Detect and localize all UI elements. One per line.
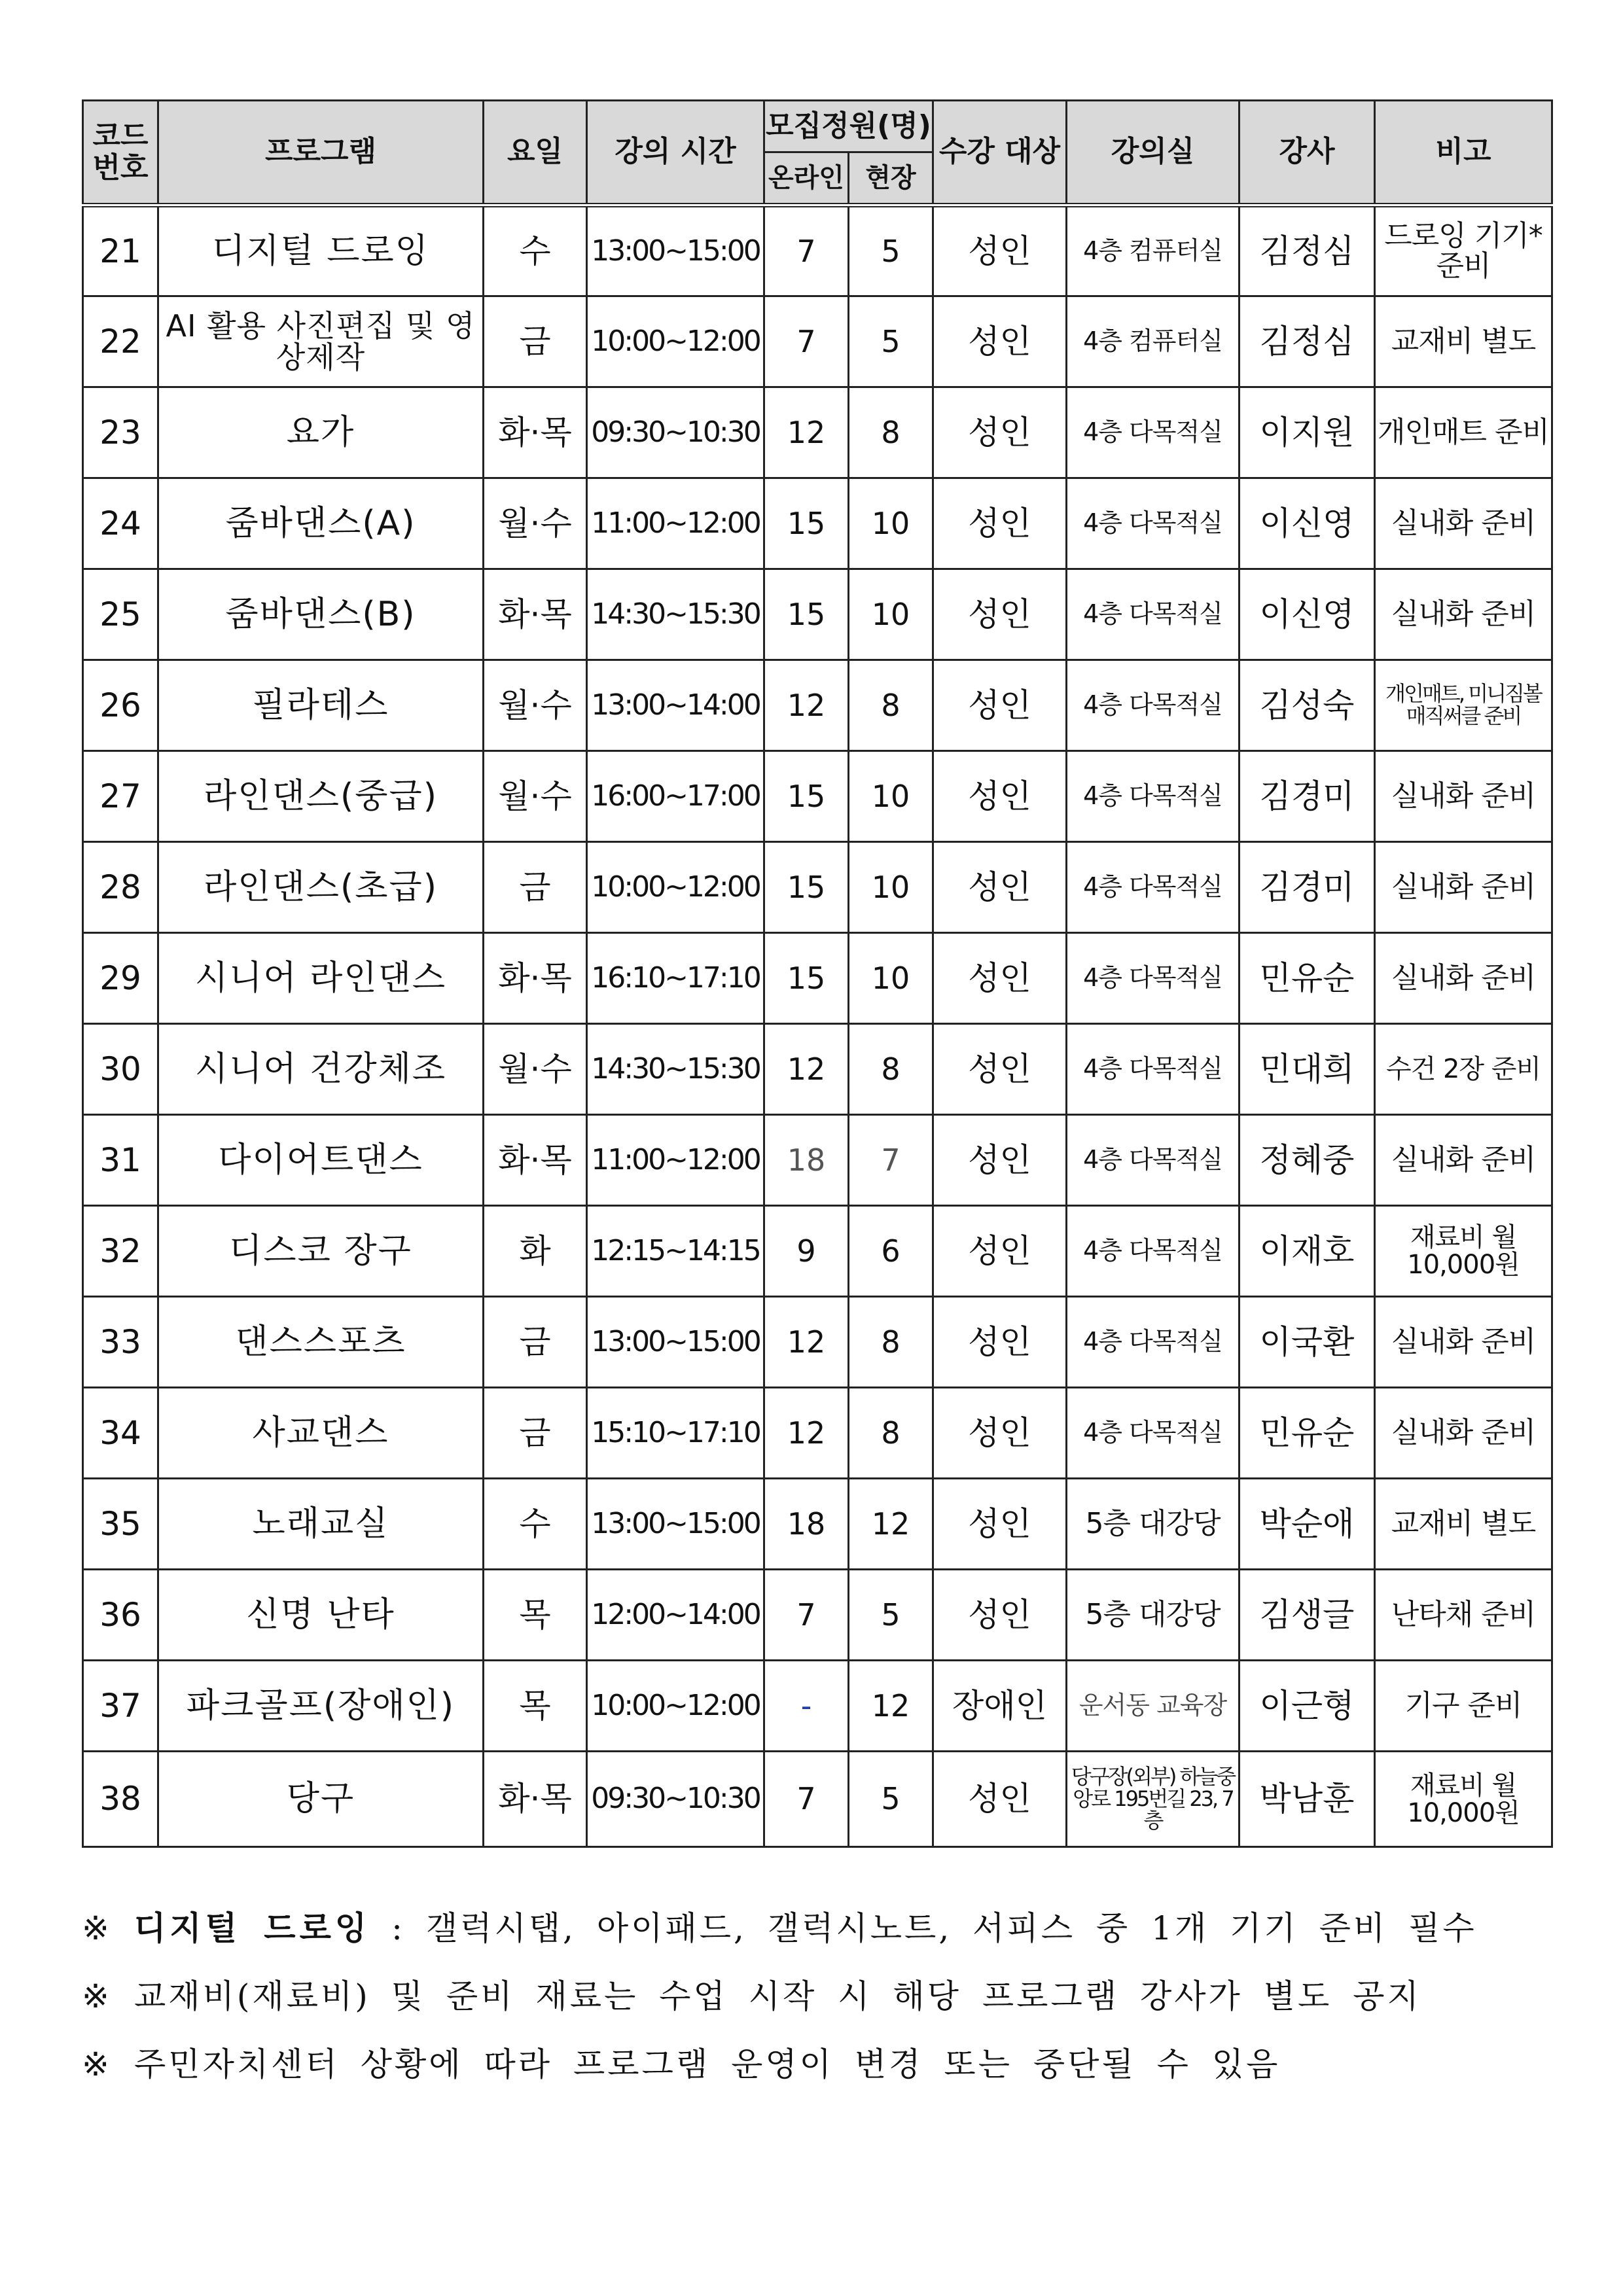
- table-row: [83, 1206, 1552, 1297]
- code-cell: 36: [83, 1570, 158, 1661]
- footnote-line: [82, 2030, 1551, 2098]
- instructor-cell: 민유순: [1240, 933, 1375, 1024]
- footnote-text: : 갤럭시탭, 아이패드, 갤럭시노트, 서피스 중 1개 기기 준비 필수: [370, 1909, 1477, 1947]
- target-cell: 성인: [933, 842, 1067, 933]
- program-cell: 줌바댄스(A): [158, 478, 484, 569]
- table-row: [83, 1752, 1552, 1847]
- header-instructor: 강사: [1240, 101, 1375, 205]
- header-target: 수강 대상: [933, 101, 1067, 205]
- instructor-cell: 김경미: [1240, 842, 1375, 933]
- room-cell: 4층 컴퓨터실: [1067, 296, 1240, 387]
- room-cell: 4층 다목적실: [1067, 1115, 1240, 1206]
- remarks-cell: 기구 준비: [1375, 1661, 1552, 1752]
- time-cell: 12:15~14:15: [587, 1206, 764, 1297]
- footnotes: [82, 1894, 1551, 2098]
- header-code: 코드 번호: [83, 101, 158, 205]
- instructor-cell: 김정심: [1240, 296, 1375, 387]
- target-cell: 성인: [933, 751, 1067, 842]
- day-cell: 화·목: [484, 387, 587, 478]
- remarks-cell: 실내화 준비: [1375, 751, 1552, 842]
- day-cell: 금: [484, 1388, 587, 1479]
- target-cell: 성인: [933, 1206, 1067, 1297]
- onsite-cell: 5: [849, 1570, 933, 1661]
- online-cell: 9: [764, 1206, 849, 1297]
- day-cell: 월·수: [484, 478, 587, 569]
- remarks-cell: 실내화 준비: [1375, 842, 1552, 933]
- header-capacity: 모집정원(명): [764, 101, 933, 152]
- code-cell: 34: [83, 1388, 158, 1479]
- program-cell: 시니어 라인댄스: [158, 933, 484, 1024]
- program-cell: 디스코 장구: [158, 1206, 484, 1297]
- table-row: [83, 1479, 1552, 1570]
- footnote-line: [82, 1962, 1551, 2030]
- day-cell: 목: [484, 1661, 587, 1752]
- remarks-cell: 재료비 월 10,000원: [1375, 1206, 1552, 1297]
- code-cell: 32: [83, 1206, 158, 1297]
- time-cell: 16:00~17:00: [587, 751, 764, 842]
- code-cell: 31: [83, 1115, 158, 1206]
- onsite-cell: 10: [849, 933, 933, 1024]
- time-cell: 13:00~14:00: [587, 660, 764, 751]
- instructor-cell: 정혜중: [1240, 1115, 1375, 1206]
- onsite-cell: 8: [849, 1024, 933, 1115]
- online-cell: 7: [764, 1752, 849, 1847]
- onsite-cell: 5: [849, 296, 933, 387]
- instructor-cell: 이지원: [1240, 387, 1375, 478]
- instructor-cell: 이재호: [1240, 1206, 1375, 1297]
- program-cell: 댄스스포츠: [158, 1297, 484, 1388]
- time-cell: 10:00~12:00: [587, 1661, 764, 1752]
- online-cell: 15: [764, 933, 849, 1024]
- footnote-text: 주민자치센터 상황에 따라 프로그램 운영이 변경 또는 중단될 수 있음: [134, 2045, 1281, 2083]
- time-cell: 13:00~15:00: [587, 205, 764, 296]
- online-cell: 7: [764, 1570, 849, 1661]
- time-cell: 12:00~14:00: [587, 1570, 764, 1661]
- onsite-cell: 10: [849, 751, 933, 842]
- code-cell: 21: [83, 205, 158, 296]
- day-cell: 금: [484, 1297, 587, 1388]
- program-cell: 라인댄스(중급): [158, 751, 484, 842]
- program-cell: 요가: [158, 387, 484, 478]
- table-row: [83, 478, 1552, 569]
- onsite-cell: 8: [849, 387, 933, 478]
- remarks-cell: 실내화 준비: [1375, 1115, 1552, 1206]
- day-cell: 월·수: [484, 1024, 587, 1115]
- remarks-cell: 난타채 준비: [1375, 1570, 1552, 1661]
- table-row: [83, 1388, 1552, 1479]
- target-cell: 성인: [933, 569, 1067, 660]
- room-cell: 당구장(외부) 하늘중앙로 195번길 23, 7층: [1067, 1752, 1240, 1847]
- time-cell: 10:00~12:00: [587, 296, 764, 387]
- day-cell: 금: [484, 296, 587, 387]
- target-cell: 성인: [933, 296, 1067, 387]
- onsite-cell: 7: [849, 1115, 933, 1206]
- online-cell: 12: [764, 1024, 849, 1115]
- room-cell: 4층 다목적실: [1067, 569, 1240, 660]
- day-cell: 금: [484, 842, 587, 933]
- reference-mark-icon: ※: [82, 1909, 112, 1947]
- day-cell: 월·수: [484, 751, 587, 842]
- remarks-cell: 실내화 준비: [1375, 1297, 1552, 1388]
- code-cell: 37: [83, 1661, 158, 1752]
- program-cell: 당구: [158, 1752, 484, 1847]
- room-cell: 4층 컴퓨터실: [1067, 205, 1240, 296]
- onsite-cell: 8: [849, 1388, 933, 1479]
- time-cell: 09:30~10:30: [587, 387, 764, 478]
- online-cell: 15: [764, 842, 849, 933]
- program-cell: 필라테스: [158, 660, 484, 751]
- table-row: [83, 1115, 1552, 1206]
- room-cell: 5층 대강당: [1067, 1479, 1240, 1570]
- target-cell: 성인: [933, 478, 1067, 569]
- program-cell: 다이어트댄스: [158, 1115, 484, 1206]
- code-cell: 27: [83, 751, 158, 842]
- day-cell: 수: [484, 1479, 587, 1570]
- code-cell: 26: [83, 660, 158, 751]
- program-cell: 시니어 건강체조: [158, 1024, 484, 1115]
- instructor-cell: 이신영: [1240, 569, 1375, 660]
- time-cell: 11:00~12:00: [587, 1115, 764, 1206]
- target-cell: 성인: [933, 387, 1067, 478]
- table-header: [83, 101, 1552, 205]
- program-cell: 디지털 드로잉: [158, 205, 484, 296]
- online-cell: 15: [764, 569, 849, 660]
- header-time: 강의 시간: [587, 101, 764, 205]
- room-cell: 4층 다목적실: [1067, 478, 1240, 569]
- remarks-cell: 개인매트 준비: [1375, 387, 1552, 478]
- online-cell: 12: [764, 1388, 849, 1479]
- day-cell: 화·목: [484, 1752, 587, 1847]
- table-row: [83, 933, 1552, 1024]
- online-cell: 7: [764, 296, 849, 387]
- room-cell: 4층 다목적실: [1067, 751, 1240, 842]
- onsite-cell: 5: [849, 205, 933, 296]
- remarks-cell: 교재비 별도: [1375, 1479, 1552, 1570]
- program-cell: 줌바댄스(B): [158, 569, 484, 660]
- online-cell: 12: [764, 387, 849, 478]
- code-cell: 23: [83, 387, 158, 478]
- header-remarks: 비고: [1375, 101, 1552, 205]
- instructor-cell: 김정심: [1240, 205, 1375, 296]
- target-cell: 성인: [933, 1570, 1067, 1661]
- room-cell: 4층 다목적실: [1067, 1388, 1240, 1479]
- time-cell: 13:00~15:00: [587, 1479, 764, 1570]
- instructor-cell: 김경미: [1240, 751, 1375, 842]
- table-row: [83, 842, 1552, 933]
- remarks-cell: 수건 2장 준비: [1375, 1024, 1552, 1115]
- program-cell: 노래교실: [158, 1479, 484, 1570]
- table-row: [83, 1661, 1552, 1752]
- instructor-cell: 이국환: [1240, 1297, 1375, 1388]
- instructor-cell: 민유순: [1240, 1388, 1375, 1479]
- time-cell: 15:10~17:10: [587, 1388, 764, 1479]
- onsite-cell: 5: [849, 1752, 933, 1847]
- target-cell: 성인: [933, 933, 1067, 1024]
- target-cell: 성인: [933, 1388, 1067, 1479]
- online-cell: 15: [764, 751, 849, 842]
- instructor-cell: 박순애: [1240, 1479, 1375, 1570]
- time-cell: 14:30~15:30: [587, 1024, 764, 1115]
- time-cell: 10:00~12:00: [587, 842, 764, 933]
- footnote-line: [82, 1894, 1551, 1962]
- code-cell: 38: [83, 1752, 158, 1847]
- table-row: [83, 205, 1552, 296]
- day-cell: 화·목: [484, 933, 587, 1024]
- table-row: [83, 751, 1552, 842]
- reference-mark-icon: ※: [82, 2045, 112, 2083]
- room-cell: 4층 다목적실: [1067, 660, 1240, 751]
- table-row: [83, 569, 1552, 660]
- time-cell: 16:10~17:10: [587, 933, 764, 1024]
- code-cell: 29: [83, 933, 158, 1024]
- header-day: 요일: [484, 101, 587, 205]
- remarks-cell: 실내화 준비: [1375, 1388, 1552, 1479]
- instructor-cell: 이신영: [1240, 478, 1375, 569]
- code-cell: 33: [83, 1297, 158, 1388]
- room-cell: 4층 다목적실: [1067, 1297, 1240, 1388]
- room-cell: 4층 다목적실: [1067, 1206, 1240, 1297]
- program-cell: 신명 난타: [158, 1570, 484, 1661]
- online-cell: 18: [764, 1479, 849, 1570]
- header-onsite: 현장: [849, 152, 933, 205]
- remarks-cell: 실내화 준비: [1375, 478, 1552, 569]
- room-cell: 5층 대강당: [1067, 1570, 1240, 1661]
- code-cell: 30: [83, 1024, 158, 1115]
- onsite-cell: 10: [849, 478, 933, 569]
- day-cell: 목: [484, 1570, 587, 1661]
- time-cell: 13:00~15:00: [587, 1297, 764, 1388]
- target-cell: 성인: [933, 1479, 1067, 1570]
- table-row: [83, 660, 1552, 751]
- table-row: [83, 1024, 1552, 1115]
- time-cell: 11:00~12:00: [587, 478, 764, 569]
- day-cell: 화·목: [484, 569, 587, 660]
- remarks-cell: 재료비 월 10,000원: [1375, 1752, 1552, 1847]
- onsite-cell: 10: [849, 842, 933, 933]
- instructor-cell: 김생글: [1240, 1570, 1375, 1661]
- target-cell: 성인: [933, 1024, 1067, 1115]
- room-cell: 4층 다목적실: [1067, 933, 1240, 1024]
- program-cell: 파크골프(장애인): [158, 1661, 484, 1752]
- target-cell: 성인: [933, 1115, 1067, 1206]
- time-cell: 14:30~15:30: [587, 569, 764, 660]
- code-cell: 22: [83, 296, 158, 387]
- remarks-cell: 실내화 준비: [1375, 933, 1552, 1024]
- onsite-cell: 12: [849, 1661, 933, 1752]
- instructor-cell: 박남훈: [1240, 1752, 1375, 1847]
- header-program: 프로그램: [158, 101, 484, 205]
- day-cell: 화·목: [484, 1115, 587, 1206]
- table-row: [83, 296, 1552, 387]
- header-room: 강의실: [1067, 101, 1240, 205]
- remarks-cell: 드로잉 기기* 준비: [1375, 205, 1552, 296]
- room-cell: 4층 다목적실: [1067, 387, 1240, 478]
- remarks-cell: 실내화 준비: [1375, 569, 1552, 660]
- target-cell: 장애인: [933, 1661, 1067, 1752]
- target-cell: 성인: [933, 1297, 1067, 1388]
- online-cell: 12: [764, 660, 849, 751]
- online-cell: 15: [764, 478, 849, 569]
- target-cell: 성인: [933, 205, 1067, 296]
- day-cell: 월·수: [484, 660, 587, 751]
- code-cell: 24: [83, 478, 158, 569]
- code-cell: 28: [83, 842, 158, 933]
- header-online: 온라인: [764, 152, 849, 205]
- online-cell: 7: [764, 205, 849, 296]
- instructor-cell: 민대희: [1240, 1024, 1375, 1115]
- table-row: [83, 1570, 1552, 1661]
- online-cell: 12: [764, 1297, 849, 1388]
- room-cell: 4층 다목적실: [1067, 842, 1240, 933]
- reference-mark-icon: ※: [82, 1977, 112, 2015]
- room-cell: 운서동 교육장: [1067, 1661, 1240, 1752]
- program-cell: 라인댄스(초급): [158, 842, 484, 933]
- onsite-cell: 12: [849, 1479, 933, 1570]
- footnote-emphasis: 디지털 드로잉: [134, 1909, 371, 1947]
- table-row: [83, 387, 1552, 478]
- code-cell: 35: [83, 1479, 158, 1570]
- target-cell: 성인: [933, 660, 1067, 751]
- footnote-text: 교재비(재료비) 및 준비 재료는 수업 시작 시 해당 프로그램 강사가 별도 공지: [134, 1977, 1421, 2015]
- program-cell: AI 활용 사진편집 및 영상제작: [158, 296, 484, 387]
- remarks-cell: 교재비 별도: [1375, 296, 1552, 387]
- onsite-cell: 8: [849, 1297, 933, 1388]
- instructor-cell: 김성숙: [1240, 660, 1375, 751]
- program-table: [82, 99, 1553, 1848]
- day-cell: 수: [484, 205, 587, 296]
- instructor-cell: 이근형: [1240, 1661, 1375, 1752]
- room-cell: 4층 다목적실: [1067, 1024, 1240, 1115]
- code-cell: 25: [83, 569, 158, 660]
- schedule-page: [82, 99, 1551, 1848]
- onsite-cell: 10: [849, 569, 933, 660]
- day-cell: 화: [484, 1206, 587, 1297]
- online-cell: -: [764, 1661, 849, 1752]
- table-row: [83, 1297, 1552, 1388]
- target-cell: 성인: [933, 1752, 1067, 1847]
- table-body: [83, 205, 1552, 1847]
- remarks-cell: 개인매트, 미니짐볼 매직써클 준비: [1375, 660, 1552, 751]
- onsite-cell: 6: [849, 1206, 933, 1297]
- onsite-cell: 8: [849, 660, 933, 751]
- online-cell: 18: [764, 1115, 849, 1206]
- program-cell: 사교댄스: [158, 1388, 484, 1479]
- time-cell: 09:30~10:30: [587, 1752, 764, 1847]
